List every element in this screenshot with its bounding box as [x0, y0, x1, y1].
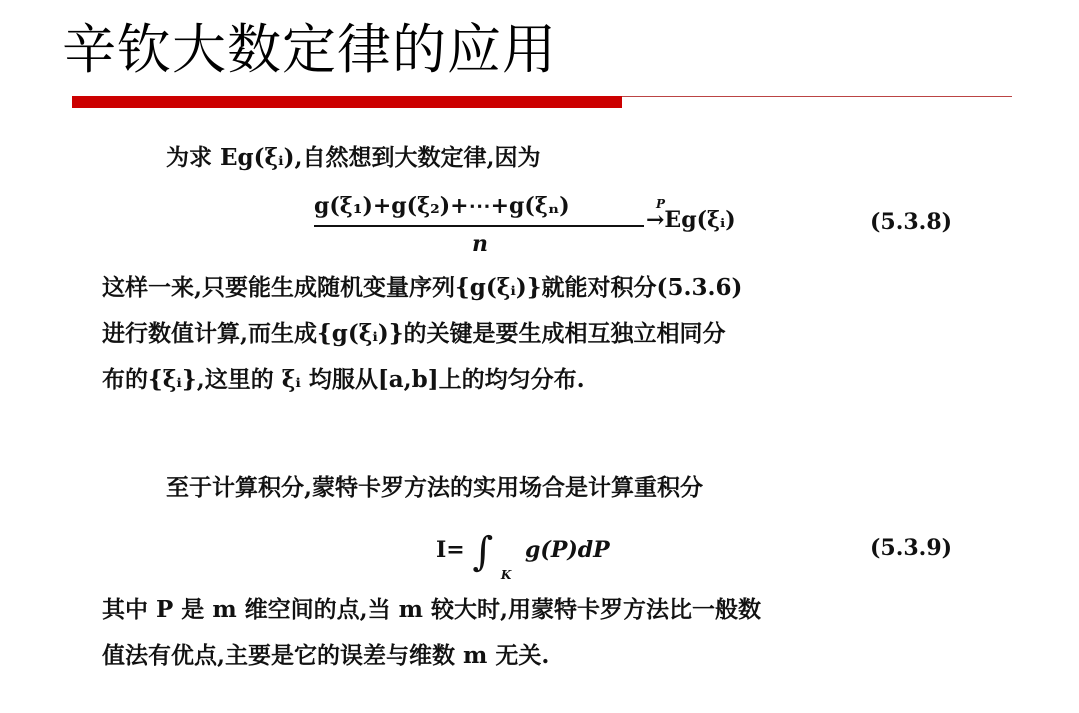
formula-numerator: g(ξ₁)+g(ξ₂)+⋯+g(ξₙ) [314, 193, 570, 219]
paragraph-method [102, 265, 742, 403]
text-line: 值法有优点,主要是它的误差与维数 m 无关. [102, 642, 550, 669]
formula-denominator: n [472, 231, 488, 257]
fraction-bar [314, 225, 644, 227]
integral-sign: ∫ [472, 529, 494, 575]
paragraph-conclusion [102, 587, 761, 679]
formula-rhs: →Eg(ξᵢ) [646, 207, 736, 233]
formula-5-3-9 [436, 529, 736, 585]
paragraph-intro: 为求 Eg(ξᵢ),自然想到大数定律,因为 [166, 144, 541, 171]
convergence-label: P [656, 197, 666, 211]
paragraph-multiple-integral: 至于计算积分,蒙特卡罗方法的实用场合是计算重积分 [166, 474, 704, 501]
slide-title: 辛钦大数定律的应用 [62, 18, 557, 81]
text-line: 这样一来,只要能生成随机变量序列{g(ξᵢ)}就能对积分(5.3.6) [102, 274, 743, 301]
text-line: 布的{ξᵢ},这里的 ξᵢ 均服从[a,b]上的均匀分布. [102, 366, 585, 393]
formula-lhs: I= [436, 537, 465, 563]
title-accent-line [622, 96, 1012, 97]
text-line: 进行数值计算,而生成{g(ξᵢ)}的关键是要生成相互独立相同分 [102, 320, 726, 347]
formula-5-3-8 [314, 193, 774, 263]
title-accent-bar [72, 96, 622, 108]
integrand: g(P)dP [525, 537, 610, 563]
integral-domain: K [500, 568, 512, 582]
equation-number-2: (5.3.9) [870, 535, 953, 561]
scanned-text-block [96, 135, 996, 705]
text-line: 其中 P 是 m 维空间的点,当 m 较大时,用蒙特卡罗方法比一般数 [102, 596, 762, 623]
equation-number-1: (5.3.8) [870, 209, 953, 235]
